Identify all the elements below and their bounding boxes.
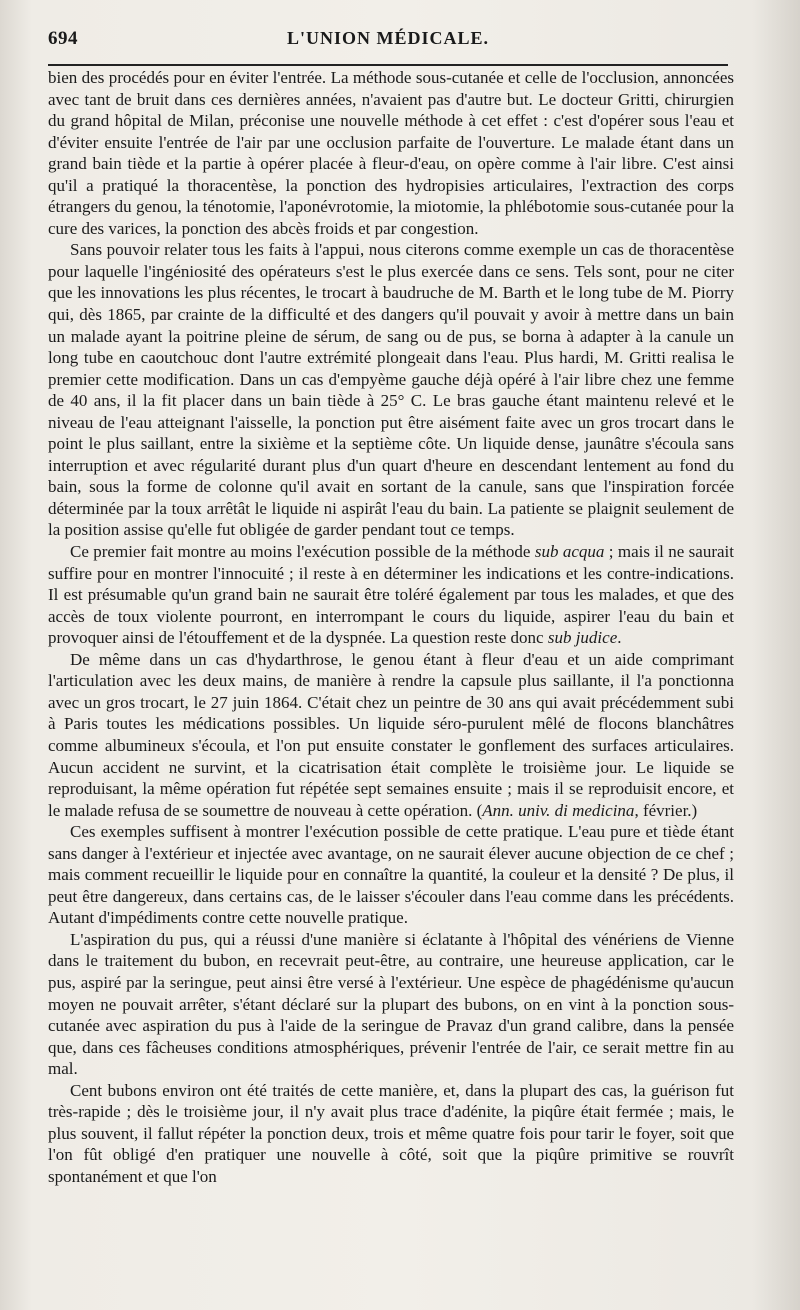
text-run: L'aspiration du pus, qui a réussi d'une manière si éclatante à l'hôpital des vénériens de Vienne dans le traitement du bubon, en recevrait peut-être, au contraire, une heureuse application, car le pus, aspiré par la seringue, peut ainsi être versé à l'extérieur. Une espèce de phagédénisme qu'aucun moyen ne pouvait arrêter, s'étant déclaré sur la plupart des bubons, on en vint à la ponction sous-cutanée avec aspiration du pus à l'aide de la seringue de Pravaz d'un grand calibre, dans la pensée que, dans ces fâcheuses conditions atmosphériques, prévenir l'entrée de l'air, ce serait mettre fin au mal. bbox=[48, 929, 734, 1079]
text-run: Ce premier fait montre au moins l'exécution possible de la méthode bbox=[70, 542, 535, 562]
running-title: L'UNION MÉDICALE. bbox=[286, 28, 490, 48]
text-run: Cent bubons environ ont été traités de cette manière, et, dans la plupart des cas, la guérison fut très-rapide ; dès le troisième jour, il n'y avait plus trace d'adénite, la piqûre était fermée ; mais, le plus souvent, il fallut répéter la ponction deux, trois et même quatre fois pour tarir le foyer, soit que l'on fût obligé d'en pratiquer une nouvelle à côté, soit que la piqûre primitive se rouvrît spontanément et que l'on bbox=[48, 1080, 734, 1186]
italic-text: Ann. univ. di medicina bbox=[482, 800, 635, 820]
paragraph bbox=[48, 67, 734, 239]
page-number: 694 bbox=[48, 28, 78, 49]
text-run: De même dans un cas d'hydarthrose, le genou étant à fleur d'eau et un aide comprimant l'articulation avec les deux mains, de manière à rendre la capsule plus saillante, il l'a ponctionna avec un gros trocart, le 27 juin 1864. C'était chez un peintre de 30 ans qui avait précédemment subi à Paris toutes les médications possibles. Un liquide séro-purulent mêlé de flocons blanchâtres comme albumineux s'écoula, et l'on put ensuite constater le gonflement des surfaces articulaires. Aucun accident ne survint, et la cicatrisation était complète le troisième jour. Le liquide se reproduisant, la même opération fut répétée sept semaines ensuite ; mais il se reproduisit encore, et le malade refusa de se soumettre de nouveau à cette opération. ( bbox=[48, 649, 734, 820]
page-header bbox=[48, 26, 728, 54]
text-run: . bbox=[617, 628, 622, 648]
text-run: , février.) bbox=[634, 800, 698, 820]
text-run: Ces exemples suffisent à montrer l'exécution possible de cette pratique. L'eau pure et tiède étant sans danger à l'extérieur et injectée avec avantage, on ne saurait élever aucune objection de ce chef ; mais comment recueillir le liquide pour en connaître la quantité, la couleur et la densité ? De plus, il peut être dangereux, dans certains cas, de le laisser s'écouler dans l'eau comme dans les précédents. Autant d'impédiments contre cette nouvelle pratique. bbox=[48, 822, 734, 928]
paragraph bbox=[48, 821, 734, 929]
italic-text: sub acqua bbox=[534, 542, 605, 562]
text-run: ; mais il ne saurait suffire pour en montrer l'innocuité ; il reste à en déterminer les indications et les contre-indications. Il est présumable qu'un grand bain ne saurait être toléré également par tous les malades, et que des accès de toux violente pourront, en interrompant le cours du liquide, aspirer l'eau du bain et provoquer ainsi de l'étouffement et de la dyspnée. La question reste donc bbox=[48, 542, 734, 648]
text-run: Sans pouvoir relater tous les faits à l'appui, nous citerons comme exemple un cas de thoracentèse pour laquelle l'ingéniosité des opérateurs s'est le plus exercée dans ce sens. Tels sont, pour ne citer que les innovations les plus récentes, le trocart à baudruche de M. Barth et le long tube de M. Piorry qui, dès 1865, par crainte de la difficulté et des dangers qu'il pouvait y avoir à mettre dans un bain un malade ayant la poitrine pleine de sérum, de sang ou de pus, se borna à adapter à la canule un long tube en caoutchouc dont l'autre extrémité plongeait dans l'eau. Plus hardi, M. Gritti realisa le premier cette modification. Dans un cas d'empyème gauche déjà opéré à l'air libre chez une femme de 40 ans, il la fit placer dans un bain tiède à 25° C. Le bras gauche étant maintenu relevé et le niveau de l'eau atteignant l'aisselle, la ponction put être aisément faite avec un gros trocart dans le point le plus saillant, entre la sixième et la septième côte. Un liquide dense, jaunâtre s'écoula sans interruption et avec régularité durant plus d'un quart d'heure en descendant lentement au fond du bain, sous la forme de colonne qu'il avait en sortant de la canule, sans que l'inspiration forcée déterminée par la toux arrêtât le liquide ni aspirât l'eau du bain. La patiente se plaignit seulement de la position assise qu'elle fut obligée de garder pendant tout ce temps. bbox=[48, 240, 734, 540]
paragraph bbox=[48, 929, 734, 1080]
body-text bbox=[48, 67, 734, 1187]
paragraph bbox=[48, 239, 734, 541]
paragraph bbox=[48, 649, 734, 821]
header-rule bbox=[48, 64, 728, 66]
italic-text: sub judice bbox=[547, 628, 618, 648]
paragraph bbox=[48, 1080, 734, 1188]
paragraph bbox=[48, 541, 734, 649]
text-run: bien des procédés pour en éviter l'entrée. La méthode sous-cutanée et celle de l'occlusion, annoncées avec tant de bruit dans ces dernières années, n'avaient pas d'autre but. Le docteur Gritti, chirurgien du grand hôpital de Milan, préconise une nouvelle méthode à cet effet : c'est d'opérer sous l'eau et d'éviter ensuite l'entrée de l'air par une occlusion parfaite de l'ouverture. Le malade étant dans un grand bain tiède et la partie à opérer placée à fleur-d'eau, on opère comme à l'air libre. C'est ainsi qu'il a pratiqué la thoracentèse, la ponction des hydropisies articulaires, l'extraction des corps étrangers du genou, la ténotomie, l'aponévrotomie, la miotomie, la phlébotomie sous-cutanée pour la cure des varices, la ponction des abcès froids et par congestion. bbox=[48, 68, 734, 238]
